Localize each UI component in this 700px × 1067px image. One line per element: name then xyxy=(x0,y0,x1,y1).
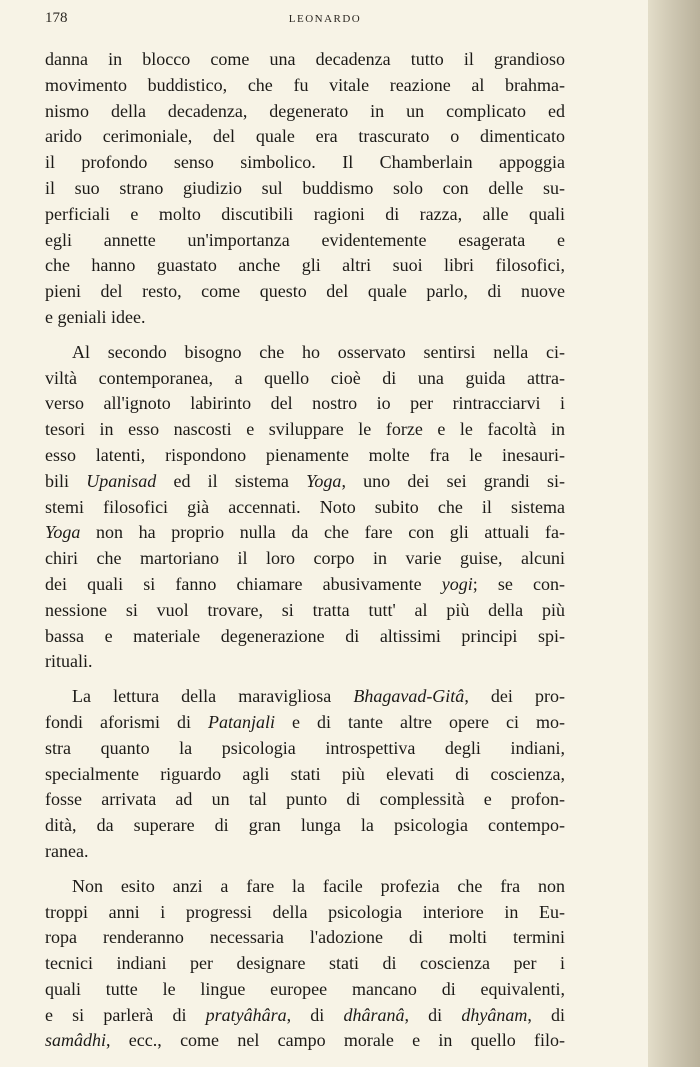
text-line: arido cerimoniale, del quale era trascurato o dimenticato xyxy=(45,126,565,147)
text-line: stra quanto la psicologia introspettiva degli indiani, xyxy=(45,737,565,758)
text-line: e si parlerà di pratyâhâra, di dhâranâ, di dhyânam, di xyxy=(45,1004,565,1025)
text-line: fosse arrivata ad un tal punto di complessità e profon- xyxy=(45,789,565,810)
text-line: La lettura della maravigliosa Bhagavad-Gitâ, dei pro- xyxy=(72,686,565,707)
text-line: rituali. xyxy=(45,651,93,672)
text-line: samâdhi, ecc., come nel campo morale e in quello filo- xyxy=(45,1030,565,1051)
text-line: tecnici indiani per designare stati di coscienza per i xyxy=(45,953,565,974)
paragraph xyxy=(45,684,565,865)
text-line: fondi aforismi di Patanjali e di tante altre opere ci mo- xyxy=(45,711,565,732)
text-line: troppi anni i progressi della psicologia interiore in Eu- xyxy=(45,901,565,922)
text-line: ranea. xyxy=(45,840,89,861)
text-line: nessione si vuol trovare, si tratta tutt' al più della più xyxy=(45,599,565,620)
text-line: quali tutte le lingue europee mancano di equivalenti, xyxy=(45,978,565,999)
text-line: viltà contemporanea, a quello cioè di una guida attra- xyxy=(45,367,565,388)
page-number: 178 xyxy=(45,10,68,26)
text-line: verso all'ignoto labirinto del nostro io per rintracciarvi i xyxy=(45,393,565,414)
text-line: bassa e materiale degenerazione di altissimi principi spi- xyxy=(45,625,565,646)
page-gutter-shadow xyxy=(648,0,700,1067)
text-line: stemi filosofici già accennati. Noto subito che il sistema xyxy=(45,496,565,517)
page-header xyxy=(45,10,605,32)
text-line: pieni del resto, come questo del quale parlo, di nuove xyxy=(45,281,565,302)
body-text xyxy=(45,47,565,1054)
text-line: Yoga non ha proprio nulla da che fare con gli attuali fa- xyxy=(45,522,565,543)
text-line: danna in blocco come una decadenza tutto il grandioso xyxy=(45,49,565,69)
text-line: dei quali si fanno chiamare abusivamente yogi; se con- xyxy=(45,573,565,594)
text-line: e geniali idee. xyxy=(45,306,146,327)
running-head: LEONARDO xyxy=(288,13,362,25)
text-line: che hanno guastato anche gli altri suoi libri filosofici, xyxy=(45,255,565,276)
text-line: ropa renderanno necessaria l'adozione di molti termini xyxy=(45,927,565,948)
paragraph xyxy=(45,874,565,1055)
text-line: il suo strano giudizio sul buddismo solo con delle su- xyxy=(45,177,565,198)
text-line: bili Upanisad ed il sistema Yoga, uno dei sei grandi si- xyxy=(45,470,565,491)
text-line: movimento buddistico, che fu vitale reazione al brahma- xyxy=(45,74,565,95)
text-line: il profondo senso simbolico. Il Chamberlain appoggia xyxy=(45,152,565,173)
text-line: tesori in esso nascosti e sviluppare le forze e le facoltà in xyxy=(45,419,565,440)
paragraph xyxy=(45,340,565,675)
paragraph xyxy=(45,47,565,331)
text-line: specialmente riguardo agli stati più elevati di coscienza, xyxy=(45,763,565,784)
text-line: nismo della decadenza, degenerato in un complicato ed xyxy=(45,100,565,121)
text-line: Al secondo bisogno che ho osservato sentirsi nella ci- xyxy=(72,341,565,362)
text-line: chiri che martoriano il loro corpo in varie guise, alcuni xyxy=(45,548,565,569)
text-line: esso latenti, rispondono pienamente molte fra le inesauri- xyxy=(45,444,565,465)
text-line: Non esito anzi a fare la facile profezia che fra non xyxy=(72,875,565,896)
text-line: egli annette un'importanza evidentemente esagerata e xyxy=(45,229,565,250)
text-line: dità, da superare di gran lunga la psicologia contempo- xyxy=(45,815,565,836)
text-line: perficiali e molto discutibili ragioni di razza, alle quali xyxy=(45,203,565,224)
